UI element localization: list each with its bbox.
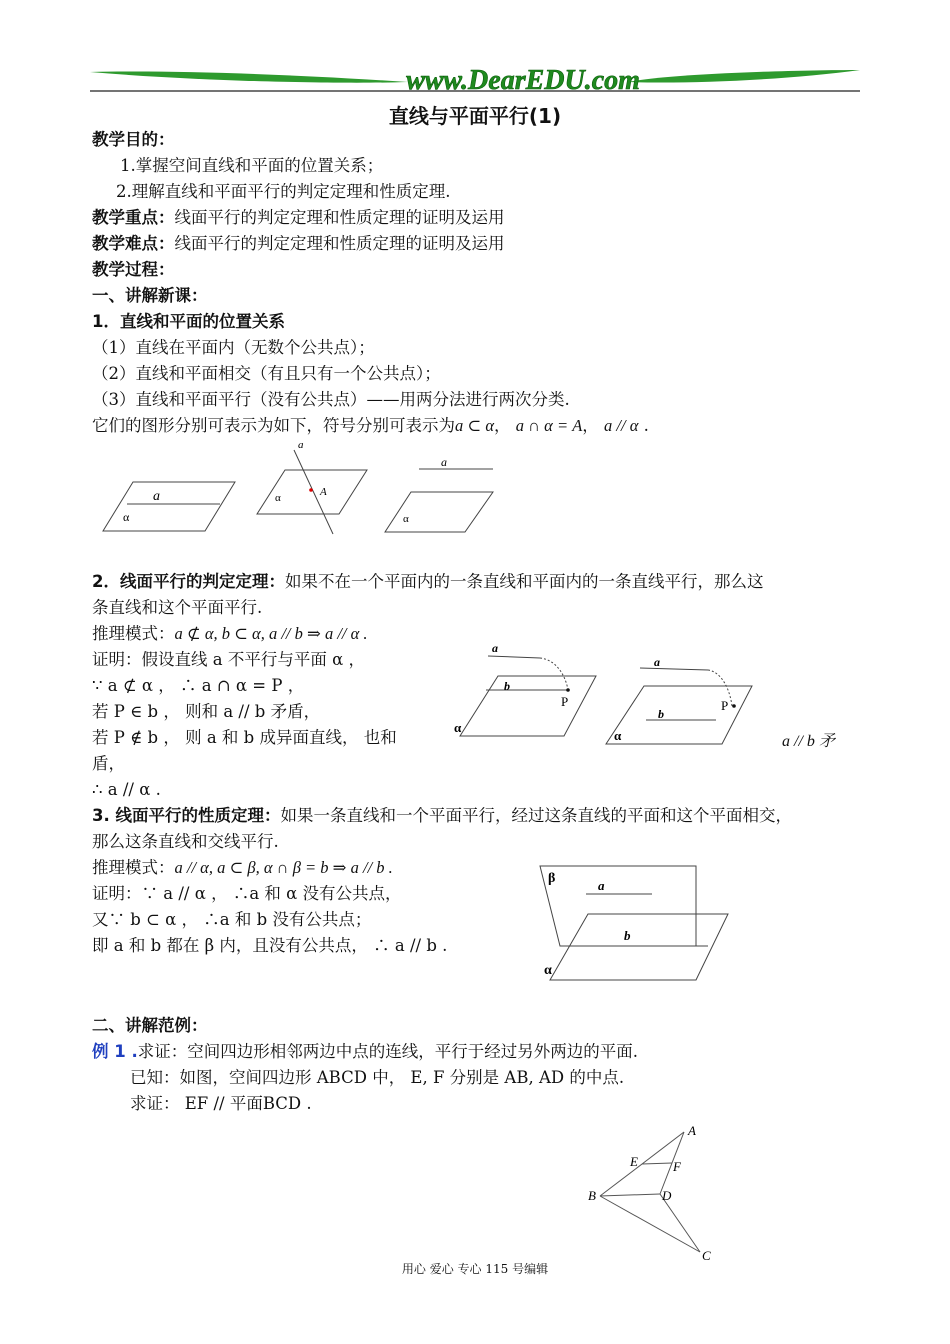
label-B: B xyxy=(588,1188,596,1203)
key-point-line xyxy=(92,206,505,230)
theorem3-mode: a // α, a ⊂ β, α ∩ β = b ⇒ a // b . xyxy=(174,858,393,877)
example-1-given: 已知：如图，空间四边形 ABCD 中， E, F 分别是 AB, AD 的中点. xyxy=(130,1068,625,1087)
footer-text: 用心 爱心 专心 115 号编辑 xyxy=(401,1262,549,1276)
symbol-in-plane: a ⊂ α xyxy=(455,416,494,435)
objective-item-2: 2.理解直线和平面平行的判定定理和性质定理. xyxy=(116,182,451,201)
theorem2-mode-label: 推理模式： xyxy=(92,624,175,643)
section1-sub-heading: 1．直线和平面的位置关系 xyxy=(92,312,285,331)
theorem2-text2: 条直线和这个平面平行. xyxy=(92,598,263,617)
theorem3-line1 xyxy=(92,804,792,828)
example-1-label: 例 1 . xyxy=(92,1042,138,1061)
label-a-2: a xyxy=(298,439,304,451)
theorem2-mode-line xyxy=(92,622,368,646)
theorem3-proof-3: 即 a 和 b 都在 β 内，且没有公共点， ∴ a // b . xyxy=(92,936,448,955)
case-3: （3）直线和平面平行（没有公共点）——用两分法进行两次分类. xyxy=(92,390,570,409)
symbol-intersect: a ∩ α = A xyxy=(515,416,583,435)
plane-2 xyxy=(257,470,367,514)
figure-intro-line xyxy=(92,414,649,438)
plane-3 xyxy=(385,492,493,532)
label-a-right: a xyxy=(654,655,660,669)
label-alpha-3: α xyxy=(403,513,409,525)
figure-property-theorem xyxy=(536,860,736,984)
label-C: C xyxy=(702,1248,711,1263)
label-alpha: α xyxy=(544,963,552,978)
point-P-left xyxy=(566,688,570,692)
section1-heading: 一、讲解新课： xyxy=(92,286,208,305)
label-F: F xyxy=(673,1159,681,1174)
plane-right xyxy=(606,686,752,744)
theorem2-proof-1: 证明：假设直线 a 不平行与平面 α ， xyxy=(92,650,365,669)
theorem2-proof-2: ∵ a ⊄ α ， ∴ a ∩ α = P ， xyxy=(92,676,305,695)
label-D: D xyxy=(662,1188,672,1203)
label-alpha-left: α xyxy=(454,720,462,735)
label-A: A xyxy=(320,486,327,498)
line-a-right xyxy=(640,668,708,670)
plane-beta xyxy=(540,866,696,946)
point-A xyxy=(309,488,313,492)
theorem2-side-note: a // b 矛 xyxy=(782,733,835,750)
edge-BC xyxy=(600,1196,700,1252)
theorem2-proof-6: ∴ a // α . xyxy=(92,780,161,799)
line-a-left xyxy=(488,656,540,658)
key-point-label: 教学重点： xyxy=(92,208,175,227)
plane-left xyxy=(460,676,596,736)
theorem2-line1 xyxy=(92,570,763,594)
point-P-right xyxy=(732,704,736,708)
theorem2-text1: 如果不在一个平面内的一条直线和平面内的一条直线平行，那么这 xyxy=(284,572,764,591)
label-a-left: a xyxy=(492,641,498,655)
theorem2-proof-5: 盾， xyxy=(92,754,125,773)
example-1-prove: 求证： EF // 平面BCD . xyxy=(130,1094,312,1113)
curve-right xyxy=(708,670,732,706)
difficulty-label: 教学难点： xyxy=(92,234,175,253)
label-a: a xyxy=(598,878,605,893)
example-1-line xyxy=(92,1040,638,1064)
logo-text: www.DearEDU.com xyxy=(406,65,640,96)
theorem3-proof-1: 证明：∵ a // α ， ∴a 和 α 没有公共点， xyxy=(92,884,402,903)
theorem2-proof-4: 若 P ∉ b ， 则 a 和 b 成异面直线， 也和 xyxy=(92,728,397,747)
label-P-right: P xyxy=(721,698,729,713)
figure-judgement-proof xyxy=(440,640,770,752)
case-2: （2）直线和平面相交（有且只有一个公共点）； xyxy=(92,364,441,383)
page-title: 直线与平面平行(1) xyxy=(388,104,562,128)
label-E: E xyxy=(630,1154,638,1169)
line-a-intersecting xyxy=(294,450,333,534)
label-alpha-right: α xyxy=(614,728,622,743)
difficulty-text: 线面平行的判定定理和性质定理的证明及运用 xyxy=(174,234,505,253)
figure-space-quadrilateral xyxy=(584,1120,724,1266)
figure-intro-text: 它们的图形分别可表示为如下，符号分别可表示为 xyxy=(92,416,455,435)
plane-alpha xyxy=(550,914,728,980)
figure-line-plane-positions xyxy=(95,436,515,536)
logo-leaf-left xyxy=(90,71,408,82)
theorem2-proof-3: 若 P ∈ b ， 则和 a // b 矛盾， xyxy=(92,702,321,721)
segment-EF xyxy=(642,1163,672,1164)
curve-left xyxy=(540,658,568,690)
theorem3-proof-2: 又∵ b ⊂ α ， ∴a 和 b 没有公共点； xyxy=(92,910,372,929)
edge-BD xyxy=(600,1194,660,1196)
label-alpha-1: α xyxy=(123,510,130,524)
theorem3-title: 3. 线面平行的性质定理： xyxy=(92,806,281,825)
header-logo-banner xyxy=(88,60,863,96)
process-label: 教学过程： xyxy=(92,260,175,279)
label-b: b xyxy=(624,928,631,943)
symbol-parallel: a // α xyxy=(604,416,639,435)
objectives-heading: 教学目的： xyxy=(92,130,175,149)
label-A: A xyxy=(688,1123,696,1138)
label-P-left: P xyxy=(561,694,569,709)
logo-leaf-right xyxy=(628,70,860,83)
theorem2-title: 2．线面平行的判定定理： xyxy=(92,572,285,591)
label-a-3: a xyxy=(441,455,447,469)
theorem3-text2: 那么这条直线和交线平行. xyxy=(92,832,279,851)
theorem3-mode-line xyxy=(92,856,393,880)
label-alpha-2: α xyxy=(275,492,281,504)
theorem2-mode: a ⊄ α, b ⊂ α, a // b ⇒ a // α . xyxy=(174,624,368,643)
label-b-right: b xyxy=(658,707,664,721)
theorem3-mode-label: 推理模式： xyxy=(92,858,175,877)
example-1-text: 求证：空间四边形相邻两边中点的连线，平行于经过另外两边的平面. xyxy=(137,1042,638,1061)
section2-heading: 二、讲解范例： xyxy=(92,1016,208,1035)
theorem3-text1: 如果一条直线和一个平面平行，经过这条直线的平面和这个平面相交， xyxy=(280,806,792,825)
separator-1: ， xyxy=(494,416,511,435)
figure-intro-end: . xyxy=(643,416,649,435)
key-point-text: 线面平行的判定定理和性质定理的证明及运用 xyxy=(174,208,505,227)
case-1: （1）直线在平面内（无数个公共点）； xyxy=(92,338,375,357)
objective-item-1: 1.掌握空间直线和平面的位置关系； xyxy=(120,156,384,175)
label-a-1: a xyxy=(153,489,160,504)
difficulty-line xyxy=(92,232,505,256)
label-b-left: b xyxy=(504,679,510,693)
separator-2: ， xyxy=(582,416,599,435)
label-beta: β xyxy=(548,871,556,886)
